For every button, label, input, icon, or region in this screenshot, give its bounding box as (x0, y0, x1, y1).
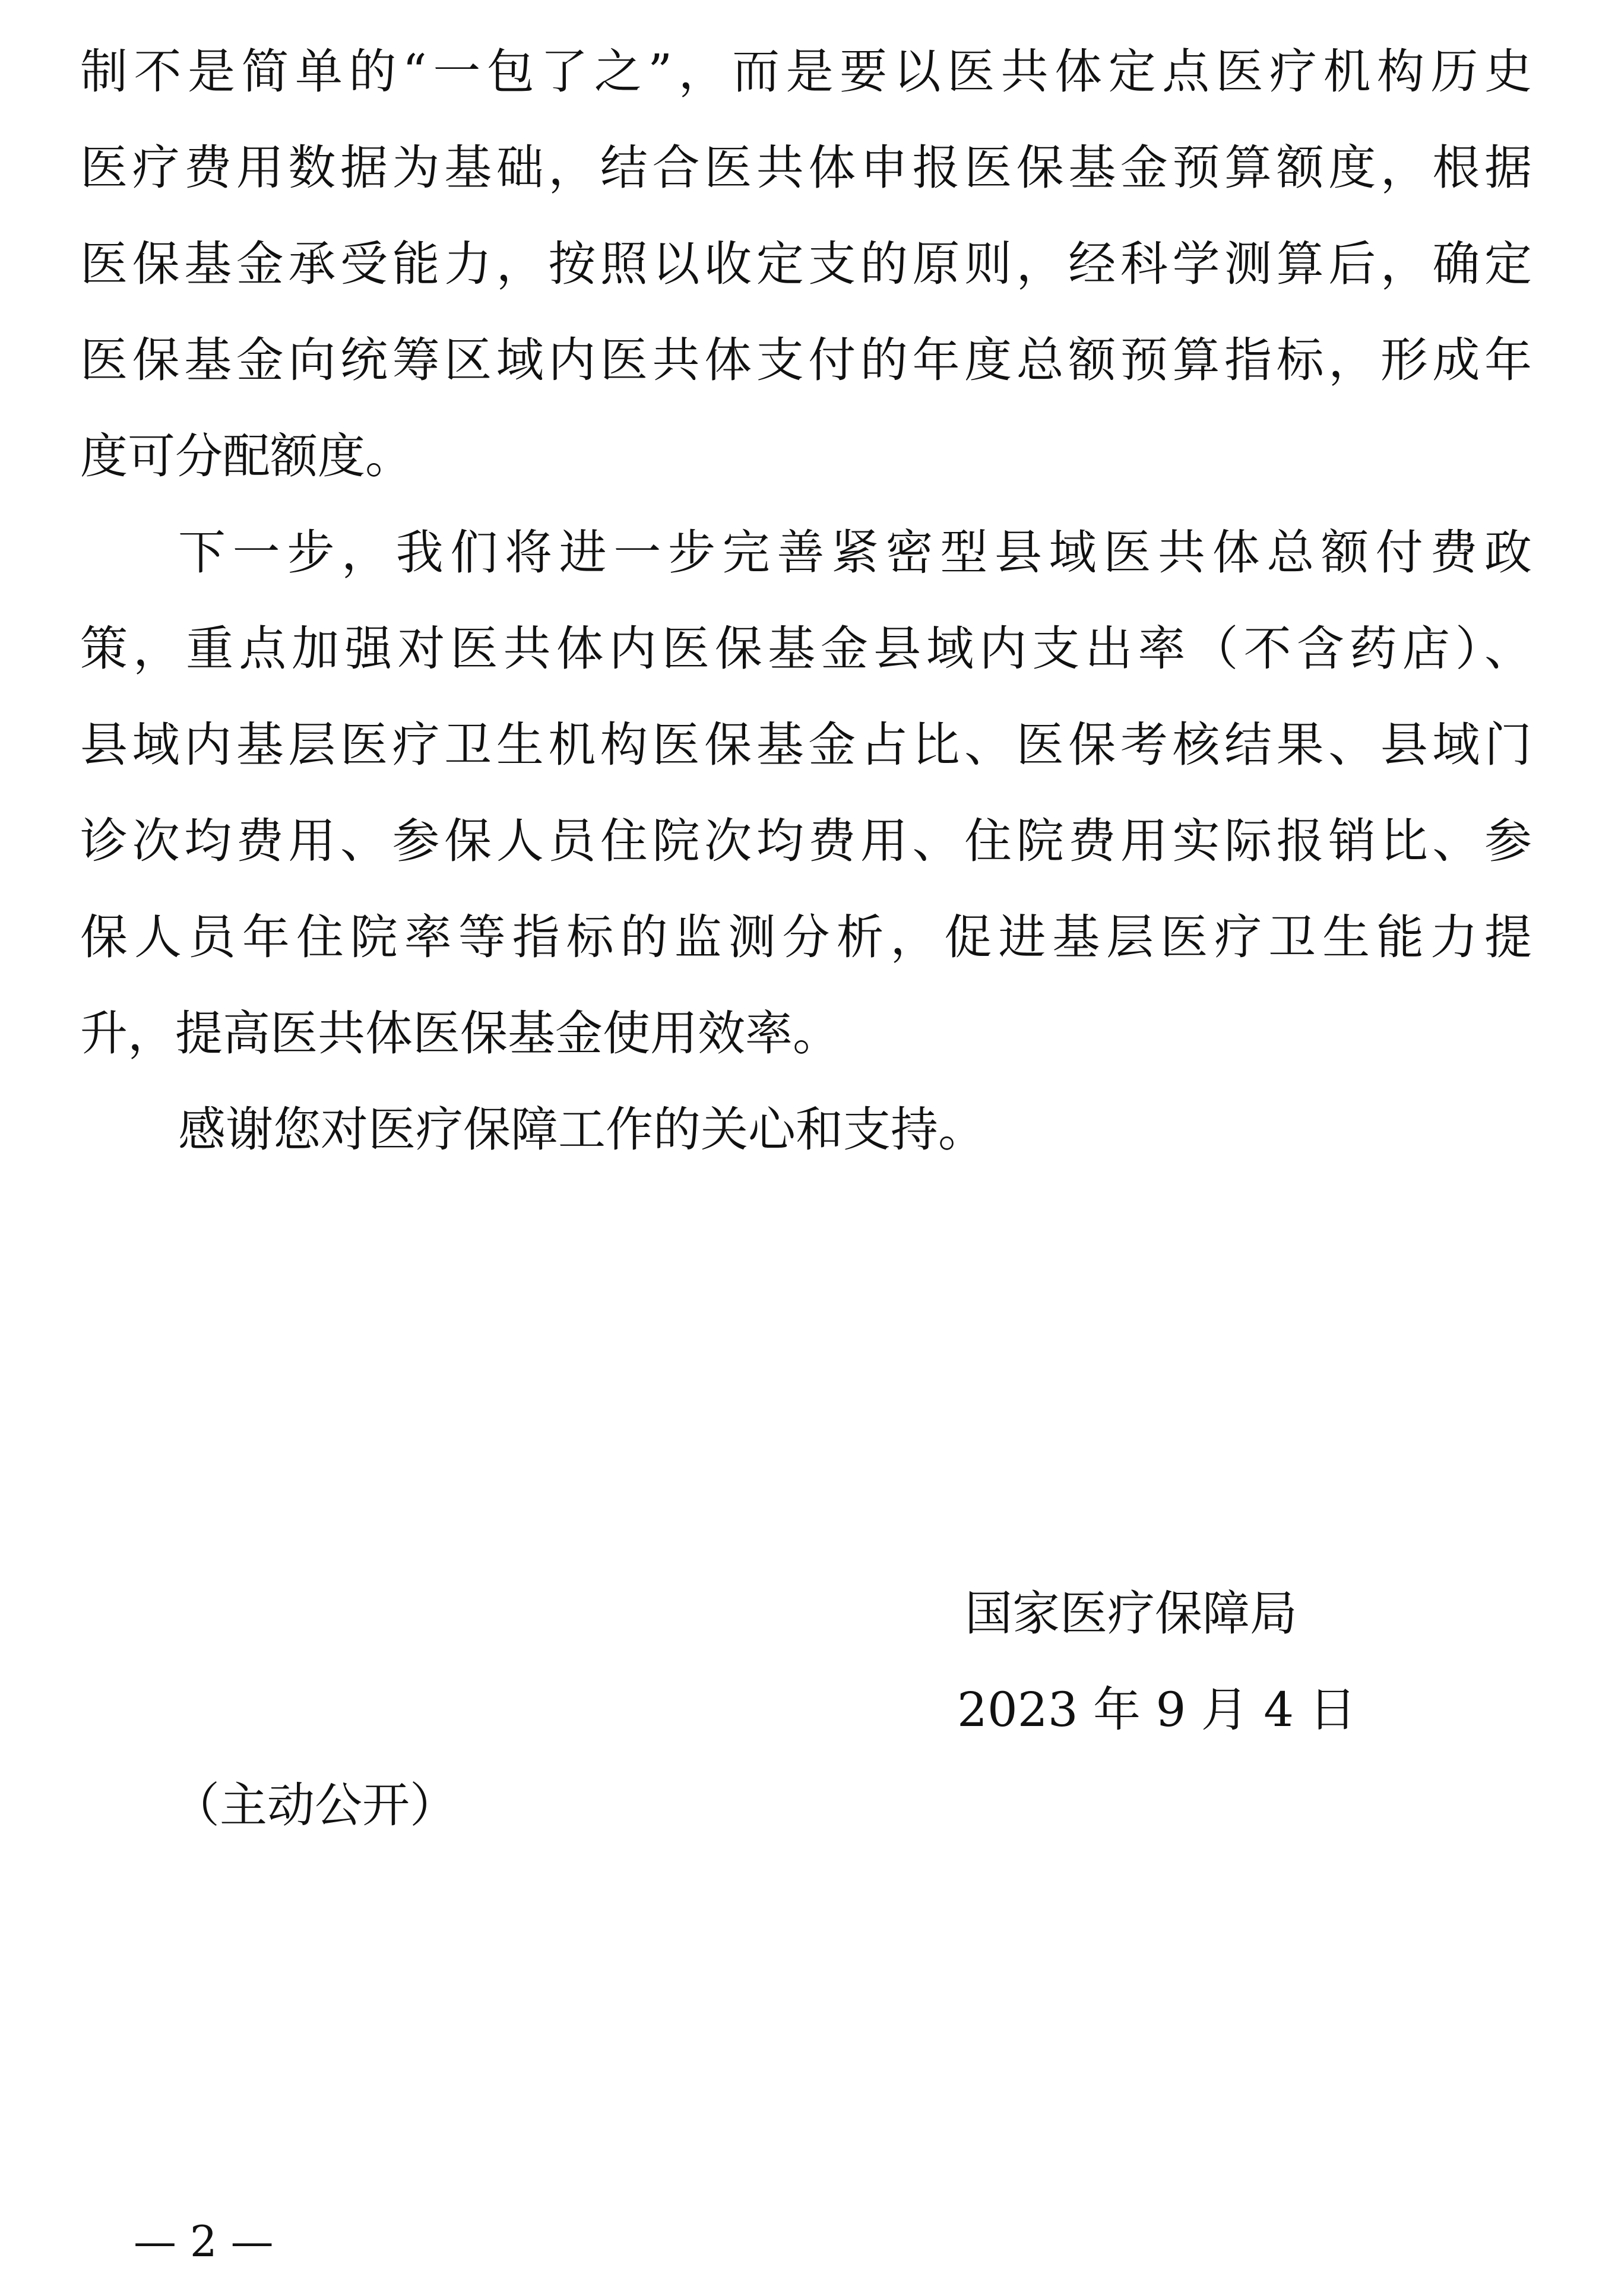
disclosure-note: （主动公开） (172, 1778, 457, 1833)
text-line: 医保基金向统筹区域内医共体支付的年度总额预算指标，形成年 (80, 332, 1532, 388)
signature-date: 2023 年 9 月 4 日 (957, 1682, 1357, 1737)
text-line: 策，重点加强对医共体内医保基金县域内支出率（不含药店）、 (80, 621, 1532, 676)
text-line: 度可分配额度。 (80, 429, 413, 484)
text-line: 升，提高医共体医保基金使用效率。 (80, 1006, 840, 1061)
text-line: 感谢您对医疗保障工作的关心和支持。 (178, 1102, 986, 1157)
text-line: 保人员年住院率等指标的监测分析，促进基层医疗卫生能力提 (80, 910, 1532, 965)
paragraph-budget-method (80, 24, 1532, 505)
text-line: 制不是简单的“一包了之”，而是要以医共体定点医疗机构历史 (80, 44, 1532, 99)
text-line: 下一步，我们将进一步完善紧密型县域医共体总额付费政 (178, 525, 1532, 580)
text-line: 县域内基层医疗卫生机构医保基金占比、医保考核结果、县域门 (80, 717, 1532, 772)
text-line: 诊次均费用、参保人员住院次均费用、住院费用实际报销比、参 (80, 813, 1532, 869)
page-number: — 2 — (134, 2216, 274, 2266)
paragraph-next-steps (80, 505, 1532, 1082)
signature-organization: 国家医疗保障局 (965, 1586, 1297, 1641)
text-line: 医保基金承受能力，按照以收定支的原则，经科学测算后，确定 (80, 236, 1532, 292)
text-line: 医疗费用数据为基础，结合医共体申报医保基金预算额度，根据 (80, 140, 1532, 195)
paragraph-thanks (80, 1082, 1532, 1178)
body-text (80, 24, 1532, 1178)
